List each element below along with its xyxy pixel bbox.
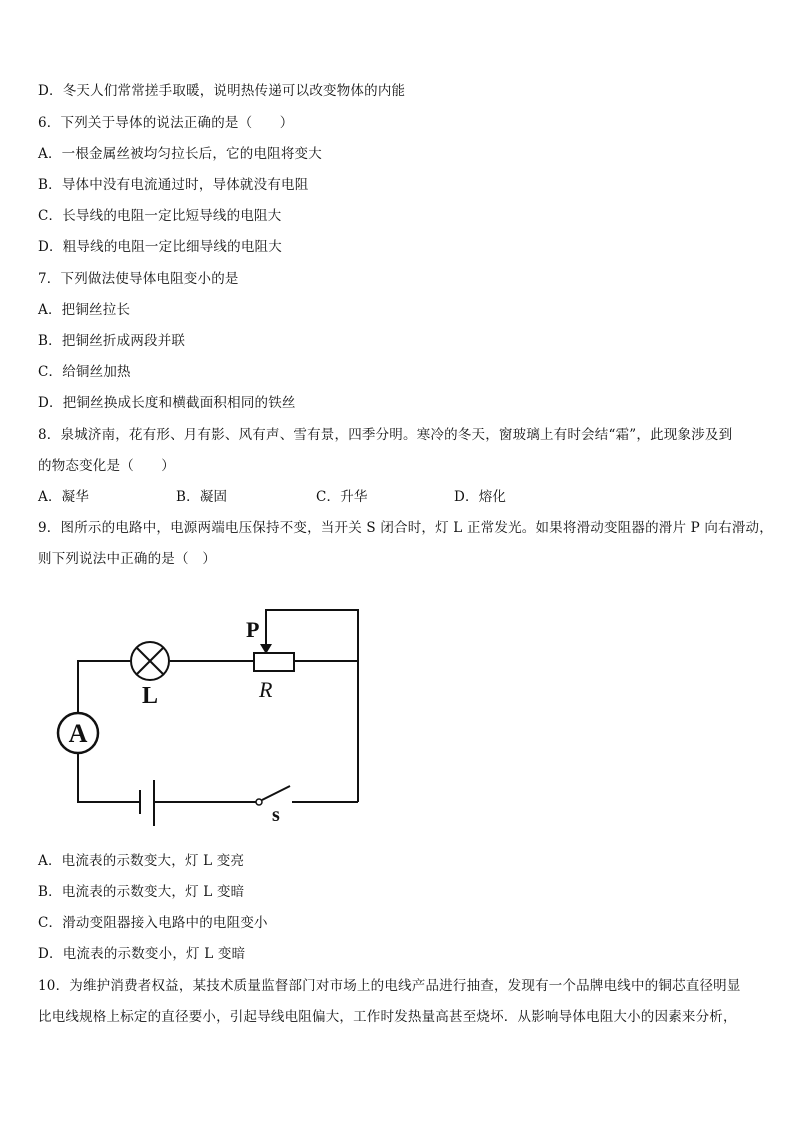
q9-option-c: C．滑动变阻器接入电路中的电阻变小 [38, 915, 268, 931]
q9-stem-line1: 9．图所示的电路中，电源两端电压保持不变，当开关 S 闭合时，灯 L 正常发光。如果将滑动变阻器的滑片 P 向右滑动， [38, 520, 773, 536]
label-l: L [142, 683, 159, 709]
q6-option-c: C．长导线的电阻一定比短导线的电阻大 [38, 208, 282, 224]
label-s: s [272, 804, 280, 826]
q6-option-a: A．一根金属丝被均匀拉长后，它的电阻将变大 [38, 146, 322, 162]
q7-option-c: C．给铜丝加热 [38, 364, 131, 380]
slider-arrow-icon [260, 633, 272, 654]
q5-option-d: D．冬天人们常常搓手取暖，说明热传递可以改变物体的内能 [38, 83, 406, 99]
q6-stem: 6．下列关于导体的说法正确的是（ ） [38, 115, 294, 131]
q8-option-d: D．熔化 [454, 489, 507, 505]
rheostat-icon [254, 653, 294, 671]
q10-stem-line1: 10．为维护消费者权益，某技术质量监督部门对市场上的电线产品进行抽查，发现有一个品牌电线中的铜芯直径明显 [38, 978, 741, 994]
q7-option-a: A．把铜丝拉长 [38, 302, 131, 318]
q8-options [38, 488, 506, 506]
label-a: A [68, 719, 88, 748]
q9-option-a: A．电流表的示数变大，灯 L 变亮 [38, 853, 245, 869]
circuit-diagram [40, 600, 370, 835]
switch-icon [256, 786, 290, 805]
q10-stem-line2: 比电线规格上标定的直径要小，引起导线电阻偏大，工作时发热量高甚至烧坏．从影响导体电阻大小的因素来分析， [38, 1009, 737, 1025]
q6-option-d: D．粗导线的电阻一定比细导线的电阻大 [38, 239, 282, 255]
battery-icon [140, 780, 154, 826]
q9-option-d: D．电流表的示数变小，灯 L 变暗 [38, 946, 246, 962]
label-r: R [259, 677, 273, 702]
q8-option-c: C．升华 [316, 489, 368, 505]
q7-option-d: D．把铜丝换成长度和横截面积相同的铁丝 [38, 395, 296, 411]
q7-option-b: B．把铜丝折成两段并联 [38, 333, 186, 349]
circuit-wires [78, 610, 358, 802]
q8-option-b: B．凝固 [176, 489, 228, 505]
q7-stem: 7．下列做法使导体电阻变小的是 [38, 271, 239, 287]
q9-stem-line2: 则下列说法中正确的是（ ） [38, 551, 217, 567]
q8-stem-line2: 的物态变化是（ ） [38, 458, 175, 474]
lamp-icon [131, 642, 169, 680]
q8-stem-line1: 8．泉城济南，花有形、月有影、风有声、雪有景，四季分明。寒冷的冬天，窗玻璃上有时会结“霜”，此现象涉及到 [38, 427, 733, 443]
label-p: P [246, 617, 260, 642]
q8-option-a: A．凝华 [38, 489, 90, 505]
q9-option-b: B．电流表的示数变大，灯 L 变暗 [38, 884, 245, 900]
q6-option-b: B．导体中没有电流通过时，导体就没有电阻 [38, 177, 309, 193]
